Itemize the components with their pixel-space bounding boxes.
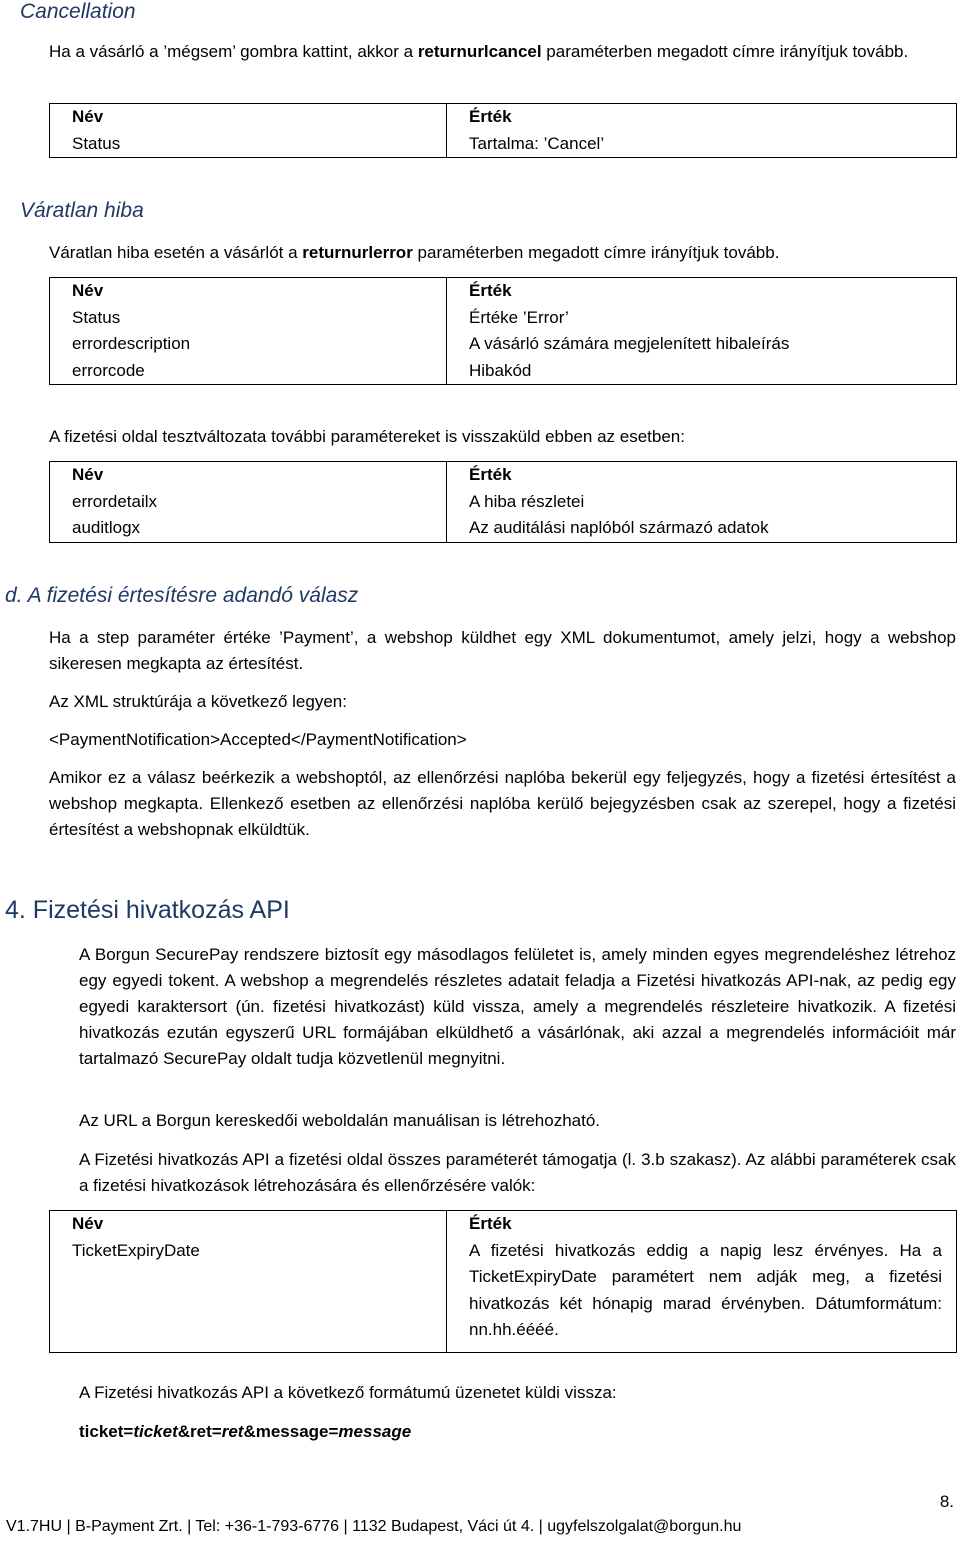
unexpected-table <box>49 277 957 385</box>
table-header-value: Érték <box>447 278 957 305</box>
xml-sample: <PaymentNotification>Accepted</PaymentNotification> <box>49 730 467 749</box>
table-header-value: Érték <box>447 104 957 131</box>
table-header-name: Név <box>50 104 447 131</box>
table-header-name: Név <box>50 1211 447 1238</box>
section-4-p4: A Fizetési hivatkozás API a következő formátumú üzenetet küldi vissza: <box>79 1383 617 1402</box>
table-header-value: Érték <box>447 462 957 489</box>
table-cell: Tartalma: ’Cancel’ <box>447 131 957 158</box>
cancellation-text: Ha a vásárló a ’mégsem’ gombra kattint, akkor a returnurlcancel paraméterben megadott címre irányítjuk tovább. <box>49 42 909 61</box>
table-cell: Status <box>50 131 447 158</box>
unexpected-text: Váratlan hiba esetén a vásárlót a returnurlerror paraméterben megadott címre irányítjuk tovább. <box>49 243 780 262</box>
table-cell: Status <box>50 305 447 332</box>
ticket-params-table <box>49 1210 957 1353</box>
table-header-value: Érték <box>447 1211 957 1238</box>
section-d-p3: Amikor ez a válasz beérkezik a webshoptól, az ellenőrzési naplóba bekerül egy feljegyzés, hogy a fizetési értesítést a webshop megkapta. Ellenkező esetben az ellenőrzési naplóba kerülő bejegyzésben csak az szerepel, hogy a fizetési értesítést a webshopnak elküldtük. <box>49 768 956 839</box>
page-number: 8. <box>939 1492 954 1511</box>
table-cell: auditlogx <box>50 515 447 542</box>
table-cell: A vásárló számára megjelenített hibaleírás <box>447 331 957 358</box>
table-cell: errorcode <box>50 358 447 385</box>
table-header-name: Név <box>50 278 447 305</box>
cancellation-table <box>49 103 957 158</box>
cancellation-heading: Cancellation <box>20 0 136 23</box>
table-cell: Az auditálási naplóból származó adatok <box>447 515 957 542</box>
section-d-p2: Az XML struktúrája a következő legyen: <box>49 692 347 711</box>
section-4-p3: A Fizetési hivatkozás API a fizetési oldal összes paraméterét támogatja (l. 3.b szakasz). Az alábbi paraméterek csak a fizetési hivatkozások létrehozására és ellenőrzésére valók: <box>79 1150 956 1195</box>
table-cell: errordescription <box>50 331 447 358</box>
section-d-heading: d. A fizetési értesítésre adandó válasz <box>5 584 359 607</box>
table-cell: Értéke ’Error’ <box>447 305 957 332</box>
footer-text: V1.7HU | B-Payment Zrt. | Tel: +36-1-793-6776 | 1132 Budapest, Váci út 4. | ugyfelszolgalat@borgun.hu <box>6 1518 742 1535</box>
section-4-p2: Az URL a Borgun kereskedői weboldalán manuálisan is létrehozható. <box>79 1111 601 1130</box>
section-4-heading: 4. Fizetési hivatkozás API <box>5 896 290 924</box>
unexpected-heading: Váratlan hiba <box>20 199 144 222</box>
table-cell: TicketExpiryDate <box>50 1238 447 1353</box>
table-cell: A fizetési hivatkozás eddig a napig lesz érvényes. Ha a TicketExpiryDate paramétert nem adják meg, a fizetési hivatkozás két hónapig marad érvényben. Dátumformátum: nn.hh.éééé. <box>447 1238 957 1353</box>
table-cell: errordetailx <box>50 489 447 516</box>
section-4-p1: A Borgun SecurePay rendszere biztosít egy másodlagos felületet is, amely minden egyes megrendeléshez létrehoz egy egyedi tokent. A webshop a megrendelés részletes adatait feladja a Fizetési hivatkozás API-nak, az pedig egy egyedi karaktersort (ún. fizetési hivatkozást) küld vissza, amely a megrendelés részleteire hivatkozik. A fizetési hivatkozás ezután egyszerű URL formájában elküldhető a vásárlónak, aki azzal a megrendelés információit már tartalmazó SecurePay oldalt tudja közvetlenül megnyitni. <box>79 945 956 1068</box>
section-d-p1: Ha a step paraméter értéke ’Payment’, a webshop küldhet egy XML dokumentumot, amely jelzi, hogy a webshop sikeresen megkapta az értesítést. <box>49 628 956 673</box>
table-header-name: Név <box>50 462 447 489</box>
test-params-table <box>49 461 957 543</box>
test-note: A fizetési oldal tesztváltozata további paramétereket is visszaküld ebben az esetben: <box>49 427 685 446</box>
table-cell: A hiba részletei <box>447 489 957 516</box>
table-cell: Hibakód <box>447 358 957 385</box>
return-format: ticket=ticket&ret=ret&message=message <box>79 1422 412 1441</box>
